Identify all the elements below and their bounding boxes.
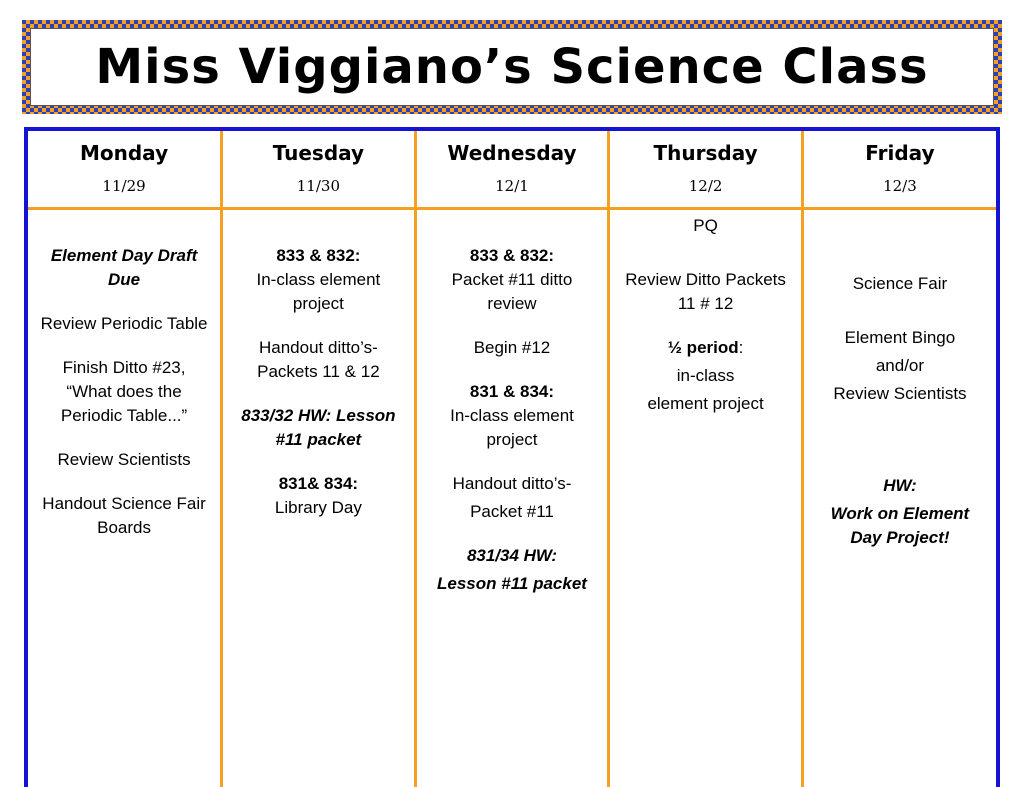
cell-friday	[802, 209, 996, 787]
day-date: 11/29	[28, 177, 220, 195]
review-periodic-table: Review Periodic Table	[40, 312, 208, 336]
day-date: 12/3	[804, 177, 996, 195]
colon: :	[739, 338, 744, 357]
header-tuesday	[222, 131, 416, 209]
pq: PQ	[622, 214, 789, 238]
homework-label: 831/34 HW:	[429, 544, 596, 568]
review-ditto-packets: Review Ditto Packets 11 # 12	[622, 268, 789, 316]
group-label: 831 & 834:	[429, 380, 596, 404]
homework-task: Lesson #11 packet	[429, 572, 596, 596]
group-label: 833 & 832:	[429, 244, 596, 268]
begin-packet: Begin #12	[429, 336, 596, 360]
day-name: Friday	[804, 141, 996, 165]
and-or: and/or	[816, 354, 984, 378]
schedule-table	[28, 131, 996, 787]
homework-task: Work on Element Day Project!	[816, 502, 984, 550]
header-wednesday	[415, 131, 609, 209]
header-friday	[802, 131, 996, 209]
homework: 833/32 HW: Lesson #11 packet	[235, 404, 402, 452]
packet-number: Packet #11	[429, 500, 596, 524]
element-project: element project	[622, 392, 789, 416]
review-scientists: Review Scientists	[816, 382, 984, 406]
day-date: 12/2	[610, 177, 801, 195]
science-fair: Science Fair	[816, 272, 984, 296]
homework-label: HW:	[816, 474, 984, 498]
review-scientists: Review Scientists	[40, 448, 208, 472]
element-bingo: Element Bingo	[816, 326, 984, 350]
day-name: Thursday	[610, 141, 801, 165]
handout-science-fair: Handout Science Fair Boards	[40, 492, 208, 540]
content-row	[28, 209, 996, 787]
group-task: Library Day	[235, 496, 402, 520]
cell-wednesday	[415, 209, 609, 787]
day-date: 11/30	[223, 177, 414, 195]
handout-ditto: Handout ditto’s-	[429, 472, 596, 496]
half-period: ½ period	[668, 338, 739, 357]
in-class: in-class	[622, 364, 789, 388]
cell-tuesday	[222, 209, 416, 787]
day-date: 12/1	[417, 177, 608, 195]
cell-thursday	[609, 209, 803, 787]
header-thursday	[609, 131, 803, 209]
group-label: 833 & 832:	[235, 244, 402, 268]
group-task: Packet #11 ditto review	[429, 268, 596, 316]
handout-packets: Handout ditto’s-Packets 11 & 12	[235, 336, 402, 384]
title-banner	[22, 20, 1002, 114]
day-name: Monday	[28, 141, 220, 165]
header-row	[28, 131, 996, 209]
element-day-draft: Element Day Draft Due	[40, 244, 208, 292]
group-task: In-class element project	[235, 268, 402, 316]
cell-monday	[28, 209, 222, 787]
finish-ditto: Finish Ditto #23, “What does the Periodic Table...”	[40, 356, 208, 428]
group-task: In-class element project	[429, 404, 596, 452]
day-name: Tuesday	[223, 141, 414, 165]
day-name: Wednesday	[417, 141, 608, 165]
page-title: Miss Viggiano’s Science Class	[95, 39, 928, 95]
weekly-schedule	[24, 127, 1000, 787]
header-monday	[28, 131, 222, 209]
group-label: 831& 834:	[235, 472, 402, 496]
